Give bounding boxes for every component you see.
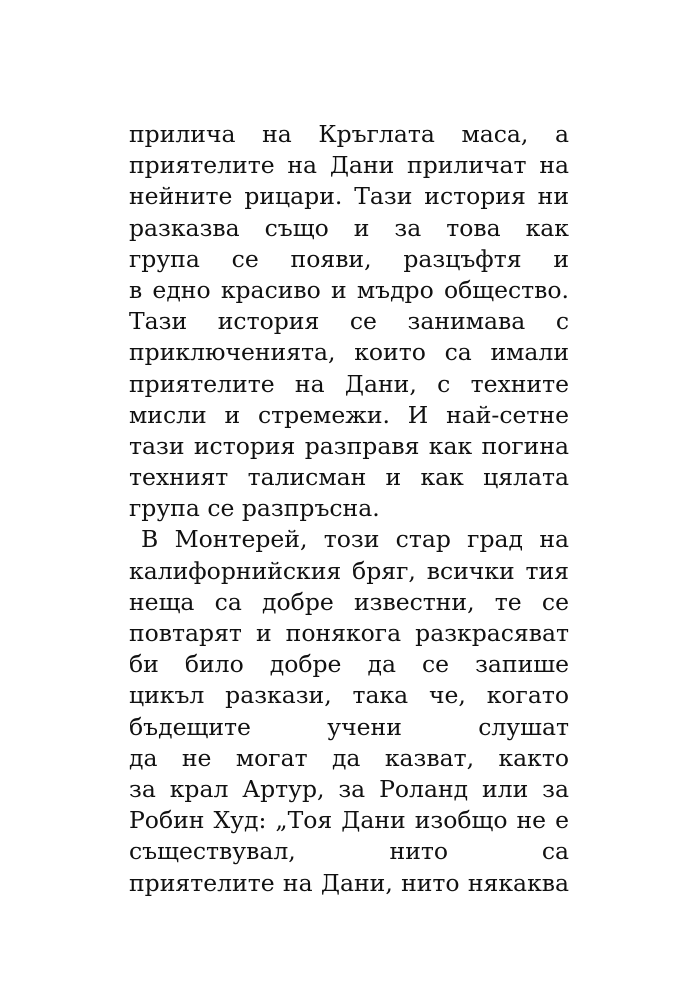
body-text	[129, 119, 569, 899]
text-line: неща са добре известни, те се	[129, 587, 569, 616]
text-line: би било добре да се запише	[129, 650, 569, 679]
text-line: за крал Артур, за Роланд или за	[129, 774, 569, 803]
text-line: тази история разправя как погина	[129, 431, 569, 460]
text-line: в едно красиво и мъдро общество.	[129, 275, 569, 304]
text-line: съществувал, нито са	[129, 837, 569, 866]
paragraph-2	[129, 524, 569, 898]
text-line: приятелите на Дани приличат на	[129, 151, 569, 180]
text-line: цикъл разкази, така че, когато	[129, 681, 569, 710]
paragraph-1	[129, 119, 569, 524]
text-line: приключенията, които са имали	[129, 338, 569, 367]
text-line: В Монтерей, този стар град на	[141, 525, 569, 554]
text-line: техният талисман и как цялата	[129, 463, 569, 492]
text-line: калифорнийския бряг, всички тия	[129, 556, 569, 585]
text-line: приятелите на Дани, с техните	[129, 369, 569, 398]
text-line: мисли и стремежи. И най-сетне	[129, 400, 569, 429]
text-line: Тази история се занимава с	[129, 307, 569, 336]
text-line: разказва също и за това как	[129, 213, 569, 242]
text-line: прилича на Кръглата маса, а	[129, 120, 569, 148]
text-line: да не могат да казват, както	[129, 743, 569, 772]
text-line: група се появи, разцъфтя и	[129, 244, 569, 273]
text-line: група се разпръсна.	[129, 494, 380, 523]
text-line: приятелите на Дани, нито някаква	[129, 868, 569, 897]
text-line: Робин Худ: „Тоя Дани изобщо не е	[129, 806, 569, 835]
text-line: нейните рицари. Тази история ни	[129, 182, 569, 211]
text-line: бъдещите учени слушат	[129, 712, 569, 741]
text-line: повтарят и понякога разкрасяват	[129, 619, 569, 647]
